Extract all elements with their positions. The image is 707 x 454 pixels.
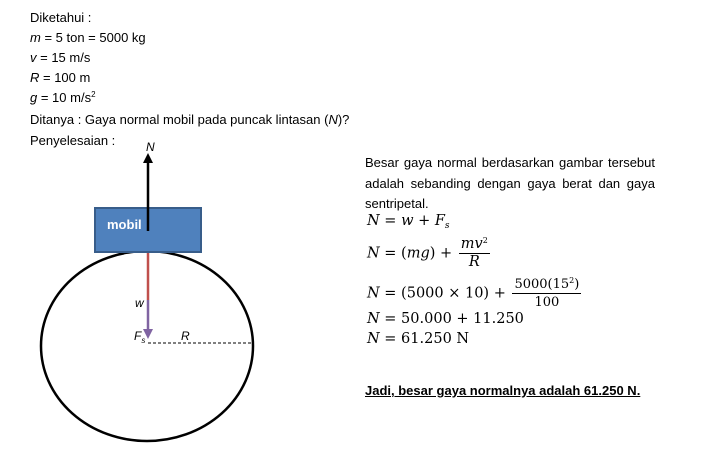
gravity-value: = 10 m/s [37, 90, 92, 105]
equation-2: N = (mg) + $\frac{mv^2}{R}$ [367, 236, 488, 270]
radius-value: = 100 m [39, 70, 91, 85]
question-symbol: N [328, 112, 338, 127]
gravity-symbol: g [30, 90, 38, 105]
radius-symbol: R [30, 70, 40, 85]
speed-value: = 15 m/s [36, 50, 91, 65]
mass-symbol: m [30, 30, 41, 45]
question-suffix: )? [337, 112, 350, 127]
solution-heading: Penyelesaian : [30, 133, 116, 148]
equation-3: N = (5000 × 10) + $\frac{5000(15^2)}{100}$ [367, 276, 580, 310]
equation-5: N = 61.250 N [367, 331, 470, 347]
gravity-exponent: 2 [91, 90, 96, 99]
question-prefix: Ditanya : Gaya normal mobil pada puncak lintasan ( [30, 112, 329, 127]
centripetal-symbol: F [134, 329, 142, 343]
weight-label: w [135, 296, 144, 310]
normal-force-label: N [146, 140, 155, 154]
equation-4: N = 50.000 + 11.250 [367, 311, 524, 327]
radius-label: R [181, 329, 190, 343]
fraction-numeric: $\frac{5000(15^2)}{100}$ [514, 276, 580, 310]
centripetal-force-label [134, 329, 145, 345]
fraction-mv2-over-r: $\frac{mv^2}{R}$ [460, 236, 488, 270]
mass-value: = 5 ton = 5000 kg [40, 30, 146, 45]
conclusion-text: Jadi, besar gaya normalnya adalah 61.250 N. [365, 383, 641, 398]
car-label: mobil [107, 217, 142, 232]
given-heading: Diketahui : [30, 10, 92, 25]
centripetal-subscript: s [141, 336, 146, 345]
speed-symbol: v [30, 50, 37, 65]
equation-1: $N = w + F_s$ [367, 213, 450, 231]
explanation-text: Besar gaya normal berdasarkan gambar tersebut adalah sebanding dengan gaya berat dan gaya sentripetal. [365, 155, 655, 211]
